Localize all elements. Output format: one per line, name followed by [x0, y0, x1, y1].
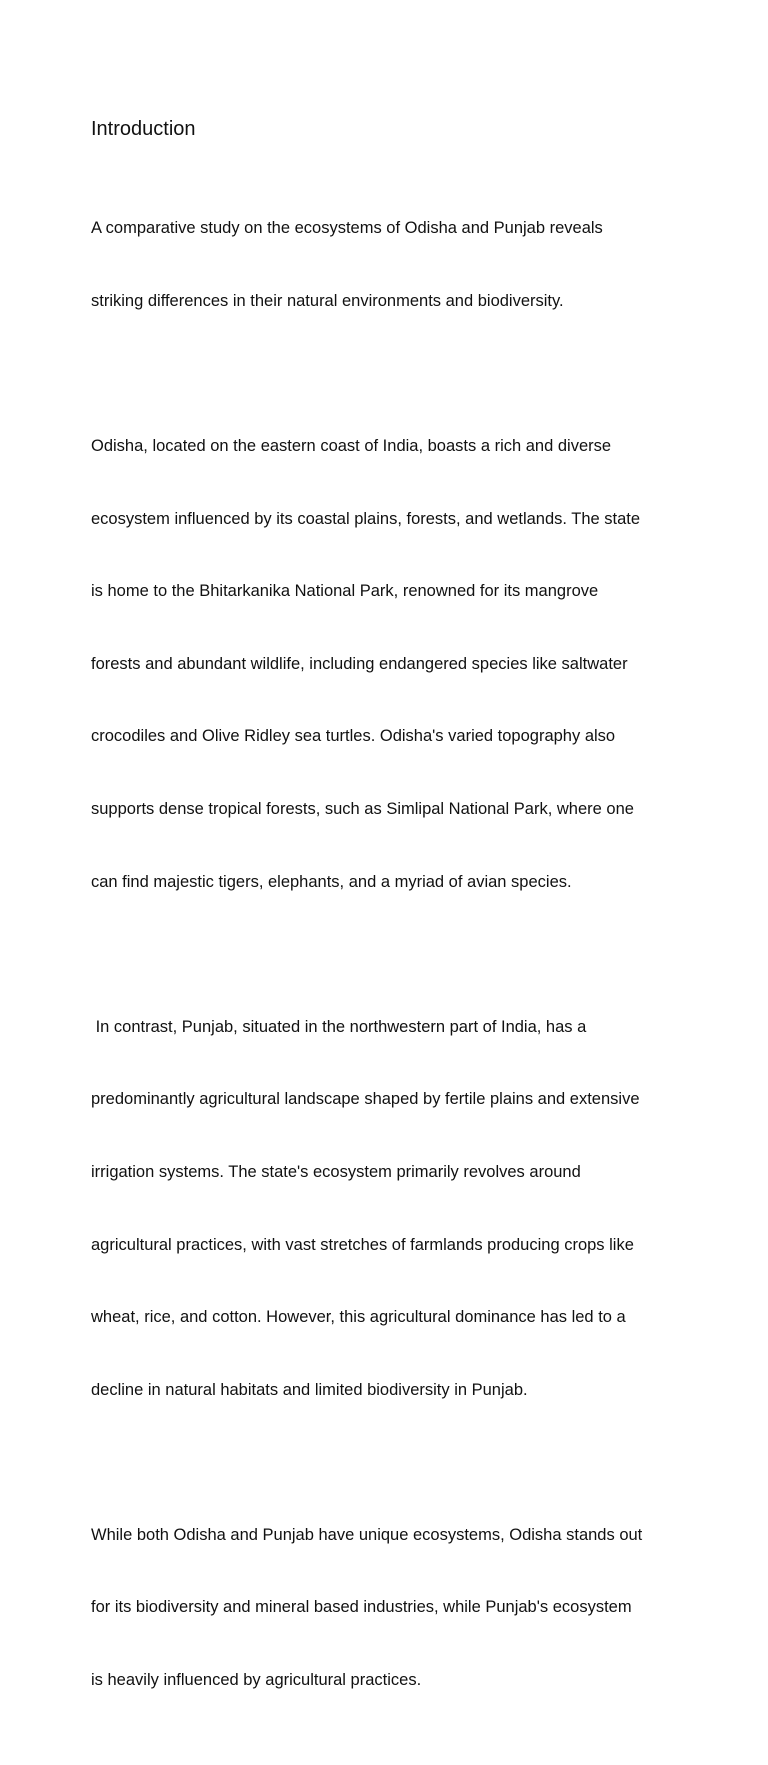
paragraph-2	[91, 386, 691, 943]
paragraph-line: striking differences in their natural environments and biodiversity.	[91, 292, 564, 311]
paragraph-line: agricultural practices, with vast stretches of farmlands producing crops like	[91, 1235, 634, 1254]
paragraph-line: irrigation systems. The state's ecosystem primarily revolves around	[91, 1162, 581, 1181]
paragraph-line: While both Odisha and Punjab have unique ecosystems, Odisha stands out	[91, 1525, 643, 1544]
document-body	[91, 116, 691, 1765]
paragraph-line: is heavily influenced by agricultural practices.	[91, 1670, 422, 1689]
paragraph-line: In contrast, Punjab, situated in the northwestern part of India, has a	[91, 1017, 587, 1036]
paragraph-line: is home to the Bhitarkanika National Park, renowned for its mangrove	[91, 582, 599, 601]
paragraph-4	[91, 1474, 691, 1740]
paragraph-line: wheat, rice, and cotton. However, this agricultural dominance has led to a	[91, 1308, 626, 1327]
paragraph-line: for its biodiversity and mineral based industries, while Punjab's ecosystem	[91, 1598, 632, 1617]
paragraph-line: decline in natural habitats and limited biodiversity in Punjab.	[91, 1380, 528, 1399]
paragraph-line: Odisha, located on the eastern coast of India, boasts a rich and diverse	[91, 437, 612, 456]
paragraph-line: supports dense tropical forests, such as Simlipal National Park, where one	[91, 800, 634, 819]
paragraph-1	[91, 168, 691, 362]
paragraph-line: can find majestic tigers, elephants, and a myriad of avian species.	[91, 872, 572, 891]
paragraph-line: crocodiles and Olive Ridley sea turtles. Odisha's varied topography also	[91, 727, 616, 746]
paragraph-3	[91, 966, 691, 1450]
paragraph-line: forests and abundant wildlife, including endangered species like saltwater	[91, 654, 628, 673]
paragraph-line: predominantly agricultural landscape shaped by fertile plains and extensive	[91, 1090, 640, 1109]
page-title: Introduction	[91, 118, 196, 140]
paragraph-line: ecosystem influenced by its coastal plains, forests, and wetlands. The state	[91, 509, 641, 528]
paragraph-line: A comparative study on the ecosystems of Odisha and Punjab reveals	[91, 219, 603, 238]
